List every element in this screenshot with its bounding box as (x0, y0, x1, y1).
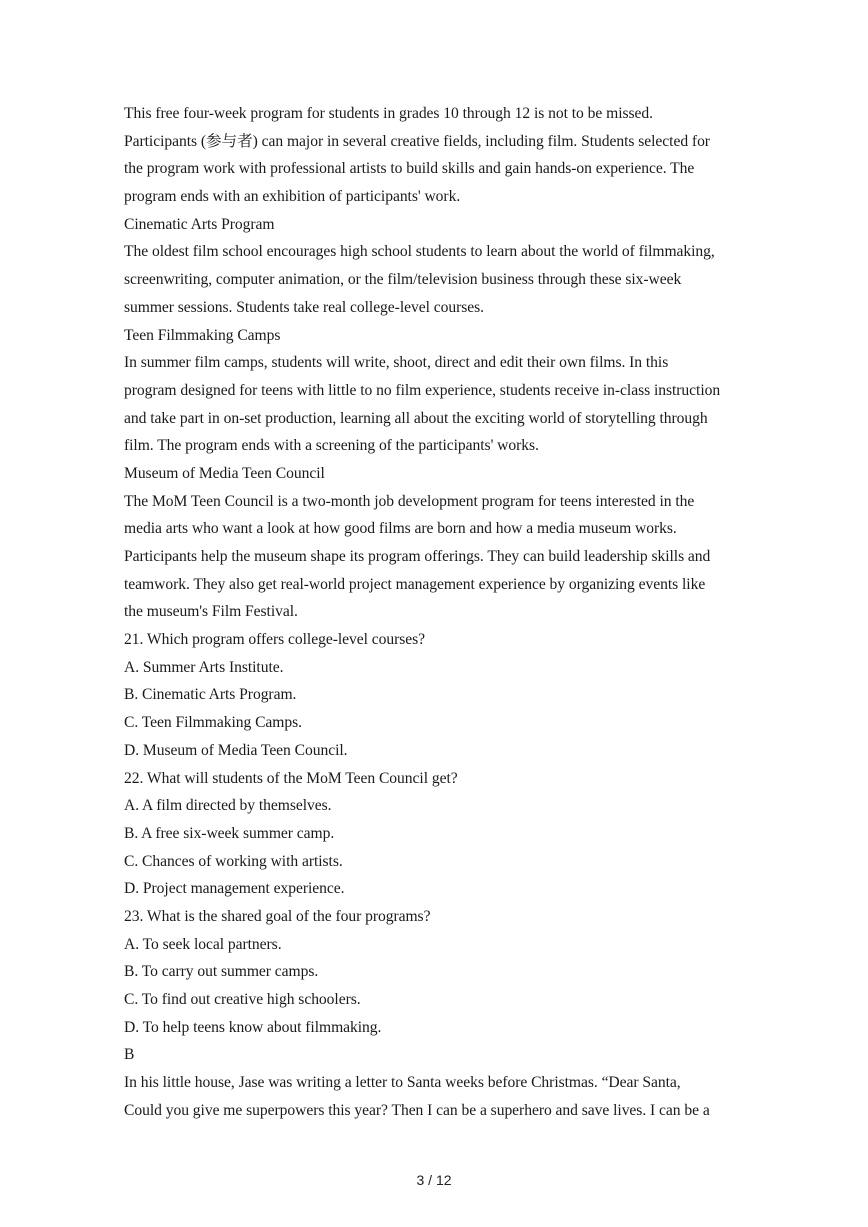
answer-option: D. To help teens know about filmmaking. (124, 1018, 382, 1036)
answer-option: A. A film directed by themselves. (124, 797, 332, 815)
question-23 (124, 903, 749, 1041)
question-prompt: 21. Which program offers college-level courses? (124, 631, 426, 649)
text-line: and take part in on-set production, learning all about the exciting world of storytelling through (124, 409, 708, 427)
paragraph-cinematic-arts (124, 238, 749, 321)
text-line: the museum's Film Festival. (124, 603, 298, 621)
answer-option: B. To carry out summer camps. (124, 963, 319, 981)
text-line: Could you give me superpowers this year? Then I can be a superhero and save lives. I can be a (124, 1101, 710, 1119)
answer-option: A. To seek local partners. (124, 935, 282, 953)
text-line: The oldest film school encourages high school students to learn about the world of filmmaking, (124, 243, 715, 261)
paragraph-museum-of-media (124, 488, 749, 626)
page-number: 3 / 12 (416, 1172, 452, 1188)
paragraph-teen-filmmaking (124, 349, 749, 460)
text-line: program ends with an exhibition of participants' work. (124, 188, 461, 206)
answer-option: B. A free six-week summer camp. (124, 824, 335, 842)
text-line: In his little house, Jase was writing a letter to Santa weeks before Christmas. “Dear Santa, (124, 1074, 681, 1092)
text-line: screenwriting, computer animation, or the film/television business through these six-week (124, 271, 682, 289)
question-prompt: 22. What will students of the MoM Teen Council get? (124, 769, 458, 787)
question-21 (124, 626, 749, 764)
page-content (124, 100, 749, 1124)
answer-option: C. Teen Filmmaking Camps. (124, 714, 302, 732)
answer-option: D. Museum of Media Teen Council. (124, 741, 348, 759)
text-line: summer sessions. Students take real college-level courses. (124, 298, 484, 316)
answer-option: D. Project management experience. (124, 880, 345, 898)
text-line: teamwork. They also get real-world project management experience by organizing events like (124, 575, 706, 593)
answer-option: C. To find out creative high schoolers. (124, 991, 361, 1008)
heading-teen-filmmaking: Teen Filmmaking Camps (124, 326, 281, 344)
text-line: program designed for teens with little to no film experience, students receive in-class instruction (124, 381, 721, 399)
text-line: In summer film camps, students will write, shoot, direct and edit their own films. In this (124, 354, 669, 372)
paragraph-summer-arts (124, 100, 749, 211)
text-line: Participants (参与者) can major in several creative fields, including film. Students selected for (124, 132, 710, 150)
heading-cinematic-arts: Cinematic Arts Program (124, 215, 275, 233)
answer-option: C. Chances of working with artists. (124, 852, 343, 870)
question-22 (124, 765, 749, 903)
section-label-b: B (124, 1046, 135, 1064)
text-line: film. The program ends with a screening of the participants' works. (124, 437, 539, 455)
paragraph-section-b (124, 1069, 749, 1124)
answer-option: A. Summer Arts Institute. (124, 658, 284, 676)
heading-museum-of-media: Museum of Media Teen Council (124, 464, 325, 482)
text-line: Participants help the museum shape its program offerings. They can build leadership skills and (124, 548, 711, 565)
answer-option: B. Cinematic Arts Program. (124, 686, 297, 704)
text-line: media arts who want a look at how good films are born and how a media museum works. (124, 520, 677, 538)
text-line: the program work with professional artists to build skills and gain hands-on experience. The (124, 160, 695, 178)
text-line: The MoM Teen Council is a two-month job development program for teens interested in the (124, 492, 695, 510)
question-prompt: 23. What is the shared goal of the four programs? (124, 907, 431, 925)
text-line: This free four-week program for students in grades 10 through 12 is not to be missed. (124, 105, 653, 122)
